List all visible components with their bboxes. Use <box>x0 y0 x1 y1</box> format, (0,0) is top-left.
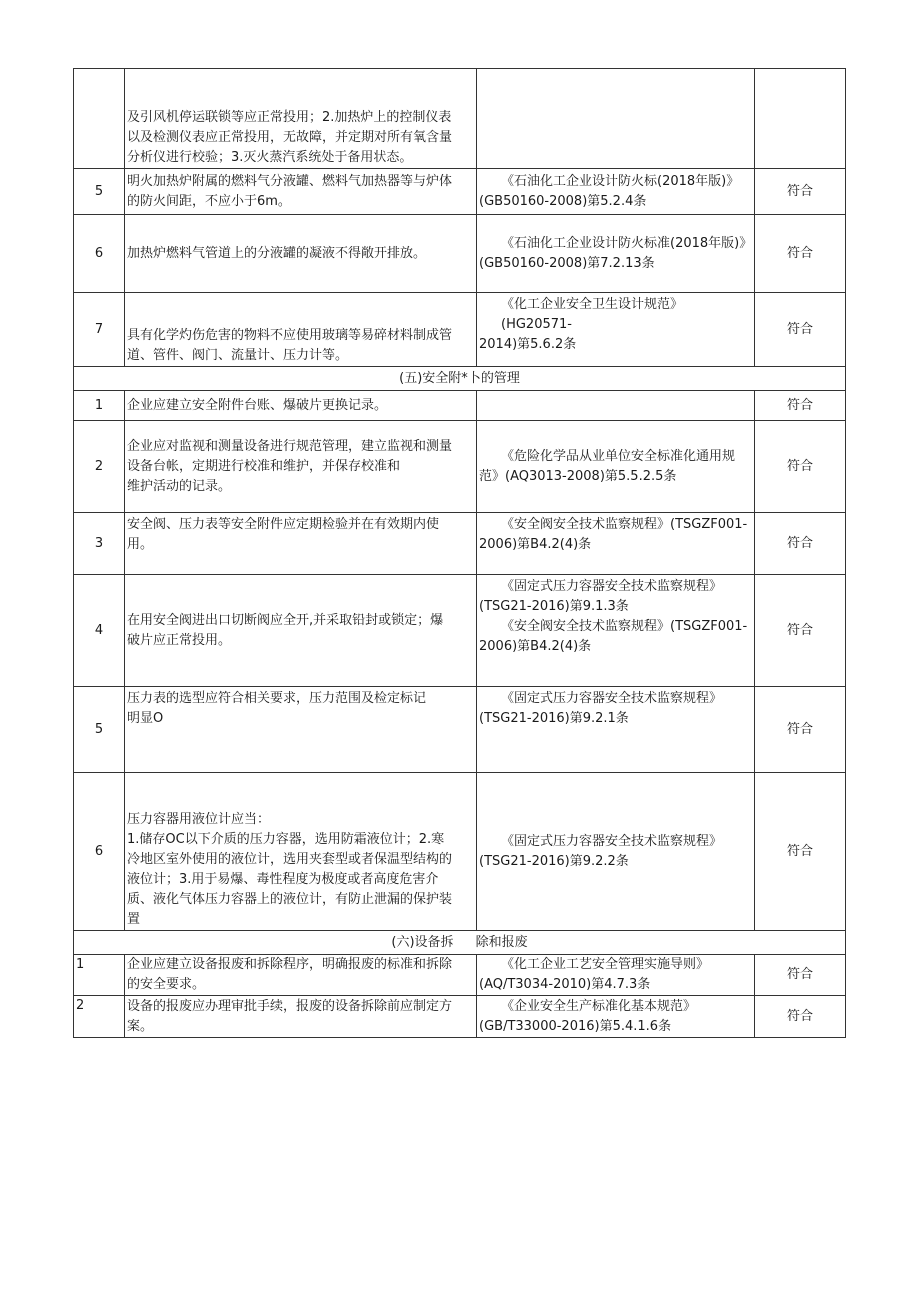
section-title-part: 除和报废 <box>475 934 528 950</box>
table-row <box>74 69 846 169</box>
basis-cell <box>477 955 755 996</box>
section-title <box>74 367 846 391</box>
table-row <box>74 513 846 575</box>
table-row <box>74 955 846 996</box>
basis-cell <box>477 215 755 293</box>
basis-line: 《固定式压力容器安全技术监察规程》 <box>501 691 723 706</box>
requirement-line: 明显O <box>127 711 164 726</box>
result-cell: 符合 <box>755 687 846 773</box>
requirement-line: 案。 <box>127 1018 154 1034</box>
requirement-line: 置 <box>127 912 141 927</box>
requirement-cell <box>125 955 477 996</box>
requirement-line: 冷地区室外使用的液位计，选用夹套型或者保温型结构的 <box>127 852 453 867</box>
requirement-line: 维护活动的记录。 <box>127 478 232 494</box>
basis-line: 《石油化工企业设计防火标准(2018年版)》 <box>501 235 753 251</box>
basis-line: (TSG21-2016)第9.2.2条 <box>479 853 629 869</box>
requirement-line: 设备台帐，定期进行校准和维护，并保存校准和 <box>127 458 401 474</box>
requirement-cell <box>125 996 477 1038</box>
requirement-cell <box>125 69 477 169</box>
basis-line: (TSG21-2016)第9.2.1条 <box>479 711 629 726</box>
basis-line: 《石油化工企业设计防火标(2018年版)》 <box>501 173 740 189</box>
result-cell: 符合 <box>755 575 846 687</box>
basis-line: 《化工企业工艺安全管理实施导则》 <box>501 957 710 972</box>
basis-line: 《固定式压力容器安全技术监察规程》 <box>501 833 723 849</box>
requirement-cell <box>125 687 477 773</box>
row-number: 5 <box>74 687 125 773</box>
table-row <box>74 391 846 421</box>
result-cell: 符合 <box>755 169 846 215</box>
requirement-cell <box>125 513 477 575</box>
requirement-cell <box>125 421 477 513</box>
row-number: 4 <box>74 575 125 687</box>
result-cell: 符合 <box>755 421 846 513</box>
basis-cell <box>477 391 755 421</box>
requirement-cell <box>125 169 477 215</box>
basis-line: (GB50160-2008)第5.2.4条 <box>479 193 647 209</box>
table-row <box>74 575 846 687</box>
result-cell: 符合 <box>755 391 846 421</box>
requirement-line: 及引风机停运联锁等应正常投用；2.加热炉上的控制仪表 <box>127 110 452 125</box>
basis-cell <box>477 169 755 215</box>
basis-cell <box>477 513 755 575</box>
basis-cell <box>477 996 755 1038</box>
basis-line: 《安全阀安全技术监察规程》(TSGZF001- <box>501 619 748 634</box>
result-cell: 符合 <box>755 773 846 931</box>
table-row <box>74 996 846 1038</box>
basis-cell <box>477 293 755 367</box>
requirement-line: 压力容器用液位计应当： <box>127 812 271 827</box>
row-number: 5 <box>74 169 125 215</box>
table-row <box>74 687 846 773</box>
requirement-line: 的防火间距，不应小于6m。 <box>127 193 291 209</box>
requirement-line: 在用安全阀进出口切断阀应全开,并采取铅封或锁定；爆 <box>127 612 444 628</box>
requirement-line: 破片应正常投用。 <box>127 632 232 648</box>
requirement-line: 压力表的选型应符合相关要求，压力范围及检定标记 <box>127 691 427 706</box>
requirement-line: 企业应对监视和测量设备进行规范管理，建立监视和测量 <box>127 438 453 454</box>
checklist-table <box>73 68 846 1038</box>
requirement-line: 液位计；3.用于易爆、毒性程度为极度或者高度危害介 <box>127 872 439 887</box>
requirement-line: 安全阀、压力表等安全附件应定期检验并在有效期内使 <box>127 517 440 532</box>
requirement-line: 的安全要求。 <box>127 977 206 992</box>
result-cell: 符合 <box>755 996 846 1038</box>
requirement-line: 1.储存OC以下介质的压力容器，选用防霜液位计；2.寒 <box>127 832 445 847</box>
basis-line: 《固定式压力容器安全技术监察规程》 <box>501 579 723 594</box>
result-cell: 符合 <box>755 293 846 367</box>
requirement-line: 分析仪进行校验；3.灭火蒸汽系统处于备用状态。 <box>127 150 413 165</box>
requirement-line: 用。 <box>127 537 154 552</box>
table-row <box>74 773 846 931</box>
section-title-part: 卜的管理 <box>467 370 520 386</box>
basis-line: 《企业安全生产标准化基本规范》 <box>501 998 697 1014</box>
requirement-line: 设备的报废应办理审批手续，报废的设备拆除前应制定方 <box>127 998 453 1014</box>
table-row <box>74 169 846 215</box>
requirement-line: 以及检测仪表应正常投用，无故障，并定期对所有氧含量 <box>127 130 453 145</box>
section-header-row <box>74 367 846 391</box>
basis-line: 2014)第5.6.2条 <box>479 337 577 352</box>
row-number: 6 <box>74 773 125 931</box>
basis-line: (AQ/T3034-2010)第4.7.3条 <box>479 977 651 992</box>
section-title-part: (六)设备拆 <box>391 934 454 950</box>
requirement-cell <box>125 575 477 687</box>
basis-line: (GB/T33000-2016)第5.4.1.6条 <box>479 1018 672 1034</box>
requirement-line: 道、管件、阀门、流量计、压力计等。 <box>127 348 349 363</box>
requirement-cell <box>125 773 477 931</box>
row-number: 1 <box>74 955 125 996</box>
basis-line: 范》(AQ3013-2008)第5.5.2.5条 <box>479 468 677 484</box>
row-number: 6 <box>74 215 125 293</box>
requirement-line: 加热炉燃料气管道上的分液罐的凝液不得敞开排放。 <box>127 245 427 261</box>
requirement-cell <box>125 293 477 367</box>
basis-line: 2006)第B4.2(4)条 <box>479 537 592 552</box>
basis-cell <box>477 773 755 931</box>
result-cell: 符合 <box>755 513 846 575</box>
basis-line: (GB50160-2008)第7.2.13条 <box>479 255 655 271</box>
row-number: 2 <box>74 996 125 1038</box>
row-number: 2 <box>74 421 125 513</box>
section-header-row <box>74 931 846 955</box>
basis-line: (TSG21-2016)第9.1.3条 <box>479 599 629 614</box>
result-cell: 符合 <box>755 955 846 996</box>
row-number: 1 <box>74 391 125 421</box>
row-number: 7 <box>74 293 125 367</box>
section-title <box>74 931 846 955</box>
requirement-line: 企业应建立设备报废和拆除程序，明确报废的标准和拆除 <box>127 957 453 972</box>
requirement-line: 具有化学灼伤危害的物料不应使用玻璃等易碎材料制成管 <box>127 328 453 343</box>
requirement-line: 明火加热炉附属的燃料气分液罐、燃料气加热器等与炉体 <box>127 173 453 189</box>
requirement-cell <box>125 215 477 293</box>
basis-cell <box>477 69 755 169</box>
basis-line: 《化工企业安全卫生设计规范》(HG20571- <box>501 297 684 332</box>
table-row <box>74 293 846 367</box>
requirement-cell <box>125 391 477 421</box>
result-cell <box>755 69 846 169</box>
row-number <box>74 69 125 169</box>
row-number: 3 <box>74 513 125 575</box>
section-title-part: (五)安全附* <box>399 370 468 386</box>
basis-line: 《安全阀安全技术监察规程》(TSGZF001- <box>501 517 748 532</box>
basis-cell <box>477 687 755 773</box>
basis-cell <box>477 575 755 687</box>
basis-line: 《危险化学品从业单位安全标准化通用规 <box>501 448 736 464</box>
requirement-line: 质、液化气体压力容器上的液位计，有防止泄漏的保护装 <box>127 892 453 907</box>
table-row <box>74 215 846 293</box>
result-cell: 符合 <box>755 215 846 293</box>
basis-cell <box>477 421 755 513</box>
requirement-line: 企业应建立安全附件台账、爆破片更换记录。 <box>127 397 388 413</box>
basis-line: 2006)第B4.2(4)条 <box>479 639 592 654</box>
table-row <box>74 421 846 513</box>
